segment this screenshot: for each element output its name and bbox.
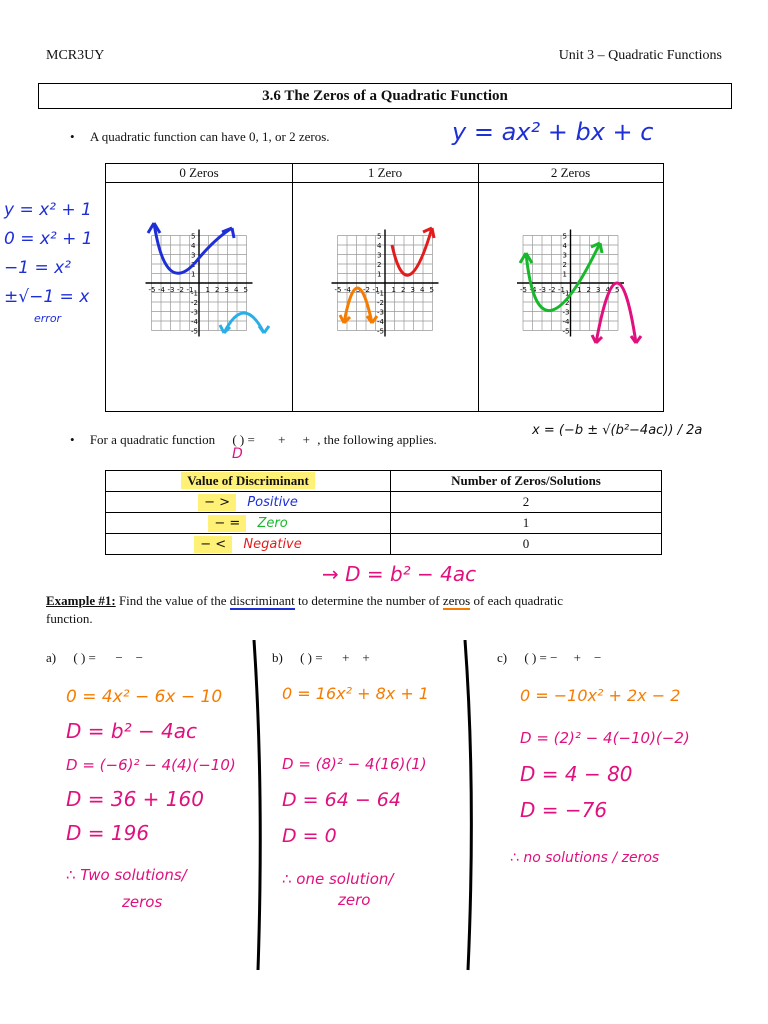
tick-label: -2 bbox=[377, 299, 384, 307]
hw-left-notes bbox=[4, 196, 104, 326]
tick-label: 5 bbox=[429, 286, 434, 294]
hw-D-formula: → D = b² − 4ac bbox=[322, 562, 477, 586]
tick-label: -2 bbox=[363, 286, 370, 294]
tick-label: -4 bbox=[344, 286, 351, 294]
hw-condition: Zero bbox=[257, 516, 288, 531]
tick-label: -5 bbox=[191, 327, 198, 336]
part-c-work bbox=[510, 678, 765, 876]
hw-condition: Negative bbox=[243, 537, 302, 552]
hw-condition: Positive bbox=[247, 495, 298, 510]
part-a-header bbox=[46, 650, 143, 666]
hw-D-label: D bbox=[232, 446, 243, 462]
tick-label: 2 bbox=[191, 261, 196, 269]
function-notation: ( ) = bbox=[232, 432, 255, 447]
tick-label: 5 bbox=[243, 286, 248, 294]
hw-note: −1 = x² bbox=[4, 258, 71, 278]
table-cell bbox=[106, 513, 391, 534]
graph-col-2-zeros bbox=[478, 164, 663, 411]
underlined-word-discriminant: discriminant bbox=[229, 593, 295, 608]
table-row bbox=[106, 534, 662, 555]
tick-label: 4 bbox=[605, 286, 610, 294]
example-label: Example #1: bbox=[46, 593, 116, 608]
part-function: ( ) = − − bbox=[73, 650, 144, 665]
tick-label: 4 bbox=[191, 242, 196, 250]
tick-label: -4 bbox=[529, 286, 537, 294]
hw-line: D = 0 bbox=[282, 825, 337, 847]
tick-label: 4 bbox=[420, 286, 425, 294]
tick-label: -1 bbox=[186, 286, 194, 294]
part-label: b) bbox=[272, 650, 283, 665]
bullet-quadratic-applies bbox=[70, 432, 437, 448]
page-title: 3.6 The Zeros of a Quadratic Function bbox=[38, 83, 732, 109]
hw-quadratic-formula: x = (−b ± √(b²−4ac)) / 2a bbox=[532, 423, 703, 438]
hw-line: D = −76 bbox=[520, 798, 608, 822]
tick-label: -3 bbox=[562, 308, 570, 317]
tick-label: 1 bbox=[191, 270, 196, 279]
part-b-work bbox=[282, 676, 467, 910]
graph-header: 2 Zeros bbox=[478, 164, 663, 183]
condition-expr: − > bbox=[198, 494, 236, 511]
tick-label: -1 bbox=[558, 286, 565, 294]
part-label: a) bbox=[46, 650, 57, 665]
tick-label: -5 bbox=[148, 286, 156, 294]
tick-label: -3 bbox=[377, 308, 384, 317]
tick-label: 2 bbox=[401, 286, 406, 294]
hw-general-form: y = ax² + bx + c bbox=[452, 118, 654, 146]
tick-label: -1 bbox=[562, 289, 570, 298]
hw-line: D = b² − 4ac bbox=[66, 719, 198, 743]
graph-col-1-zero bbox=[292, 164, 479, 411]
tick-label: -5 bbox=[334, 286, 342, 294]
course-code: MCR3UY bbox=[46, 48, 105, 63]
tick-label: -3 bbox=[167, 286, 175, 294]
part-function: ( ) = − + − bbox=[524, 650, 602, 665]
tick-label: 3 bbox=[410, 286, 415, 294]
divider-line bbox=[254, 640, 260, 970]
graph-col-0-zeros bbox=[106, 164, 293, 411]
tick-label: 3 bbox=[191, 251, 196, 260]
part-c-header bbox=[497, 650, 601, 666]
part-a-work bbox=[66, 680, 251, 912]
plus-sign: + bbox=[278, 432, 286, 447]
hw-line: zeros bbox=[122, 893, 163, 911]
table-cell: 0 bbox=[391, 534, 662, 555]
hw-note: error bbox=[34, 312, 62, 325]
hw-line: ∴ no solutions / zeros bbox=[510, 850, 660, 866]
tick-label: 3 bbox=[377, 251, 382, 260]
tick-label: 4 bbox=[377, 242, 382, 250]
tick-label: -5 bbox=[562, 327, 570, 336]
table-header: Value of Discriminant bbox=[106, 471, 391, 492]
tick-label: 1 bbox=[577, 286, 582, 294]
tick-label: 2 bbox=[377, 261, 382, 269]
bullet-text: For a quadratic function bbox=[89, 432, 216, 447]
hw-line: D = 64 − 64 bbox=[282, 789, 401, 811]
tick-label: 1 bbox=[377, 270, 382, 279]
tick-label: 2 bbox=[562, 261, 567, 269]
graph-table bbox=[105, 163, 664, 412]
tick-label: -4 bbox=[191, 318, 198, 326]
hw-parabola-down bbox=[224, 313, 264, 333]
bullet-dot: • bbox=[70, 432, 75, 447]
example-text: Find the value of the bbox=[115, 593, 230, 608]
table-header-row bbox=[106, 471, 662, 492]
tick-label: -4 bbox=[158, 286, 165, 294]
tick-label: 3 bbox=[562, 251, 567, 260]
graph-0-zeros bbox=[106, 183, 292, 411]
hw-note: 0 = x² + 1 bbox=[4, 229, 93, 249]
tick-label: -2 bbox=[177, 286, 184, 294]
hw-parabola-touching bbox=[392, 228, 432, 275]
part-b-header bbox=[272, 650, 370, 666]
hw-line: 0 = 4x² − 6x − 10 bbox=[66, 687, 223, 707]
tick-label: -5 bbox=[520, 286, 527, 294]
tick-label: 1 bbox=[562, 270, 567, 279]
table-row bbox=[106, 513, 662, 534]
unit-title: Unit 3 – Quadratic Functions bbox=[558, 48, 722, 63]
hw-line: ∴ one solution/ bbox=[282, 870, 394, 888]
tick-label: -1 bbox=[377, 289, 384, 298]
condition-expr: − < bbox=[194, 536, 232, 553]
example-paragraph bbox=[46, 592, 726, 628]
table-row bbox=[106, 492, 662, 513]
hw-line: 0 = −10x² + 2x − 2 bbox=[520, 686, 681, 705]
tick-label: 5 bbox=[615, 286, 620, 294]
tick-label: 2 bbox=[586, 286, 591, 294]
table-cell bbox=[106, 534, 391, 555]
tick-label: 5 bbox=[562, 232, 567, 241]
condition-expr: − = bbox=[208, 515, 246, 532]
example-text: of each quadratic bbox=[470, 593, 564, 608]
tick-label: -2 bbox=[562, 299, 570, 307]
tick-label: -4 bbox=[377, 318, 384, 326]
tick-label: -1 bbox=[372, 286, 380, 294]
hw-note: ±√−1 = x bbox=[4, 287, 90, 307]
example-text: to determine the number of bbox=[294, 593, 443, 608]
hw-line: D = 196 bbox=[66, 821, 150, 845]
tick-label: 4 bbox=[234, 286, 239, 294]
tick-label: -3 bbox=[191, 308, 198, 317]
tick-label: -1 bbox=[191, 289, 198, 298]
tick-label: -5 bbox=[377, 327, 384, 336]
tick-label: 3 bbox=[596, 286, 601, 294]
bullet-suffix: , the following applies. bbox=[317, 432, 437, 447]
hw-line: D = 36 + 160 bbox=[66, 787, 204, 811]
table-cell: 1 bbox=[391, 513, 662, 534]
hw-note: y = x² + 1 bbox=[4, 200, 92, 220]
hw-line: D = (2)² − 4(−10)(−2) bbox=[520, 729, 690, 747]
tick-label: 5 bbox=[191, 232, 196, 241]
hw-line: ∴ Two solutions/ bbox=[66, 866, 187, 884]
hw-line: 0 = 16x² + 8x + 1 bbox=[282, 684, 429, 703]
bullet-text: A quadratic function can have 0, 1, or 2 zeros. bbox=[89, 129, 330, 144]
hw-line: D = 4 − 80 bbox=[520, 762, 633, 786]
tick-label: 3 bbox=[224, 286, 229, 294]
bullet-dot: • bbox=[70, 129, 75, 144]
bullet-zeros-count bbox=[70, 129, 330, 145]
hw-line: zero bbox=[338, 891, 371, 909]
discriminant-table bbox=[105, 470, 662, 555]
graph-header: 0 Zeros bbox=[106, 164, 292, 183]
tick-label: -3 bbox=[353, 286, 361, 294]
tick-label: -3 bbox=[539, 286, 546, 294]
tick-label: -2 bbox=[191, 299, 198, 307]
table-cell: 2 bbox=[391, 492, 662, 513]
hw-line: D = (8)² − 4(16)(1) bbox=[282, 755, 427, 773]
graph-1-zero bbox=[292, 183, 478, 411]
part-function: ( ) = + + bbox=[300, 650, 370, 665]
table-cell bbox=[106, 492, 391, 513]
example-text: function. bbox=[46, 611, 93, 626]
graph-2-zeros bbox=[478, 183, 663, 411]
underlined-word-zeros: zeros bbox=[442, 593, 471, 608]
plus-sign: + bbox=[302, 432, 311, 447]
tick-label: 2 bbox=[215, 286, 220, 294]
tick-label: -4 bbox=[562, 318, 570, 326]
tick-label: 1 bbox=[391, 286, 396, 294]
graph-header: 1 Zero bbox=[292, 164, 478, 183]
tick-label: 1 bbox=[205, 286, 210, 294]
tick-label: 5 bbox=[377, 232, 382, 241]
tick-label: 4 bbox=[562, 242, 567, 250]
hw-line: D = (−6)² − 4(4)(−10) bbox=[66, 756, 236, 774]
table-header: Number of Zeros/Solutions bbox=[391, 471, 662, 492]
tick-label: -2 bbox=[548, 286, 556, 294]
part-label: c) bbox=[497, 650, 508, 665]
